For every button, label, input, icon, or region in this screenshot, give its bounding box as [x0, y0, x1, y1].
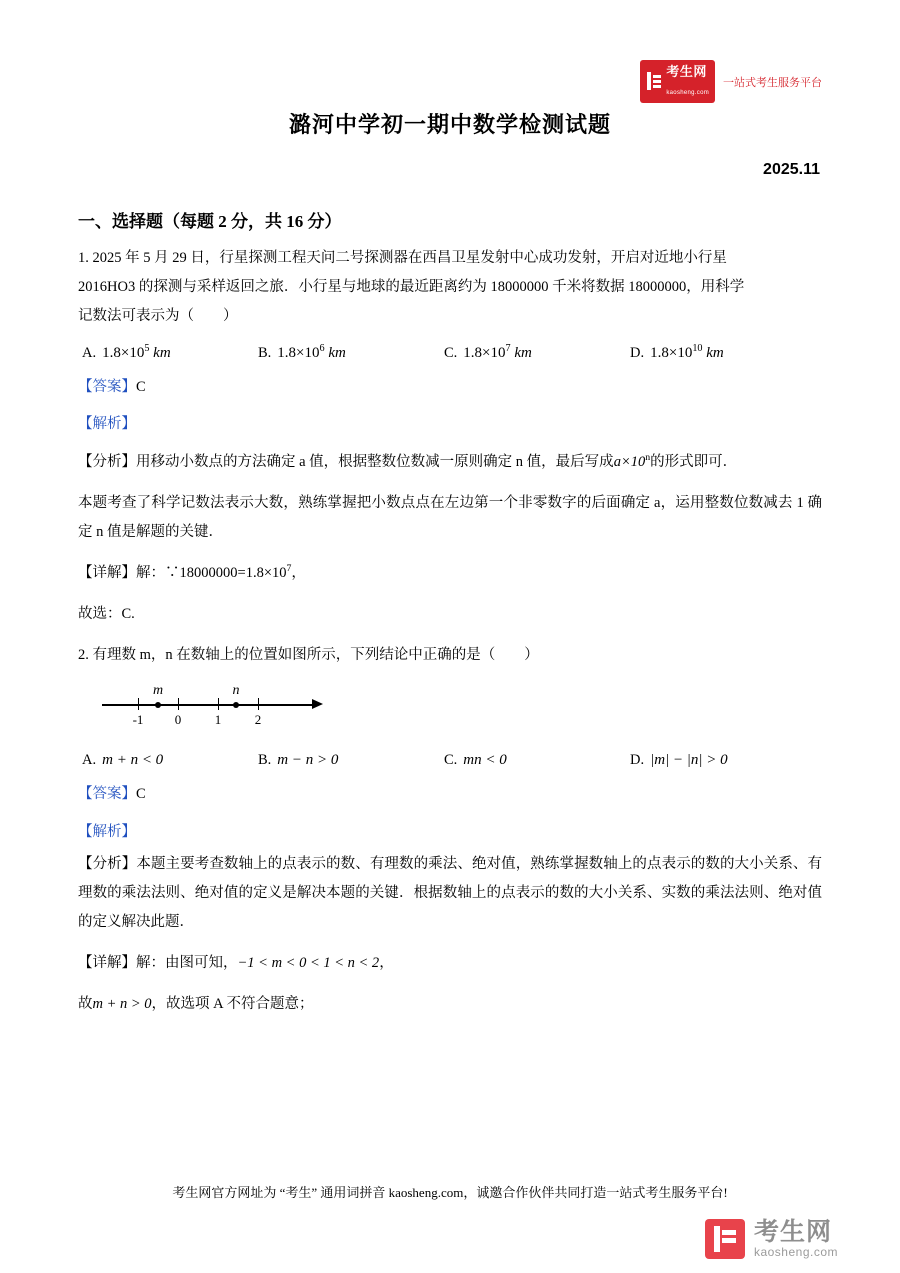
analysis-head: 【分析】 [78, 855, 137, 872]
conclusion-suffix: ，故选项 A 不符合题意； [151, 995, 314, 1012]
detail-formula-exp: 7 [286, 563, 292, 575]
question-2-analysis [78, 850, 822, 937]
detail-formula-right: 1.8×10 [245, 565, 287, 582]
number-line-axis [102, 704, 314, 705]
question-1-analysis-body: 本题考查了科学记数法表示大数，熟练掌握把小数点点在左边第一个非零数字的后面确定 a，运用整数位数减去 1 确定 n 值是解题的关键． [78, 495, 822, 541]
question-1-stem-line2: 2016HO3 的探测与采样返回之旅．小行星与地球的最近距离约为 18000000 千米将数据 18000000，用科学 [78, 279, 745, 295]
footer-watermark [705, 1219, 838, 1259]
brand-slogan: 一站式考生服务平台 [723, 76, 822, 89]
question-1-stem-line1: 1. 2025 年 5 月 29 日，行星探测工程天问二号探测器在西昌卫星发射中心成功发射，开启对近地小行星 [78, 250, 727, 266]
choice-b-label: B. [258, 345, 272, 361]
question-2-number-line-figure [102, 683, 382, 738]
choice-b[interactable] [258, 752, 444, 769]
detail-label: 【详解】 [78, 565, 136, 582]
watermark-subtext: kaosheng.com [753, 1245, 838, 1259]
question-1-analysis [78, 448, 822, 477]
kaosheng-k-icon [646, 72, 662, 90]
brand-logo-sub: kaosheng.com [666, 90, 709, 96]
choice-d-label: D. [630, 345, 645, 361]
conclusion-prefix: 故 [78, 995, 93, 1012]
answer-value: C [136, 786, 146, 803]
detail-text: 解：由图可知， [136, 954, 238, 971]
choice-c-expression: $1.8\times 10^7$ km [463, 343, 532, 361]
number-line-point-n [233, 702, 239, 708]
question-2-conclusion [78, 990, 822, 1019]
detail-text: 解：∵ [136, 565, 180, 582]
brand-logo [640, 60, 822, 103]
detail-formula-eq: = [237, 565, 246, 582]
question-2-detail [78, 949, 822, 978]
detail-comma: ， [291, 565, 306, 582]
kaosheng-watermark-icon [705, 1219, 745, 1259]
number-line-tick [258, 698, 259, 710]
document-date: 2025.11 [763, 161, 820, 178]
brand-logo-mark [640, 60, 715, 103]
choice-d[interactable] [630, 752, 810, 769]
question-2-answer [78, 783, 822, 806]
analysis-body: 本题主要考查数轴上的点表示的数、有理数的乘法、绝对值，熟练掌握数轴上的点表示的数的大小关系、有理数的乘法法则、绝对值的定义是解决本题的关键．根据数轴上的点表示的数的大小关系、实数的乘法法则、绝对值的定义解决此题． [78, 855, 823, 930]
choice-d[interactable] [630, 345, 810, 362]
footer-note: 考生网官方网址为 “考生” 通用词拼音 kaosheng.com，诚邀合作伙伴共同打造一站式考生服务平台! [172, 1185, 728, 1200]
choice-b-expression: $1.8\times 10^6$ km [277, 343, 346, 361]
question-1-stem [78, 244, 822, 331]
section-title: 一、选择题（每题 2 分，共 16 分） [78, 212, 342, 231]
choice-a[interactable] [78, 345, 258, 362]
choice-c-label: C. [444, 752, 458, 769]
question-1-conclusion: 故选：C. [78, 606, 135, 623]
question-1-analysis-label: 【解析】 [78, 416, 136, 433]
number-line-tick [218, 698, 219, 710]
number-line-point-m [155, 702, 161, 708]
question-1-answer [78, 376, 822, 399]
page-title: 潞河中学初一期中数学检测试题 [288, 112, 611, 137]
question-1-detail [78, 559, 822, 588]
watermark-text: 考生网 [753, 1217, 832, 1246]
analysis-formula-exp: n [645, 452, 651, 464]
choice-a[interactable] [78, 752, 258, 769]
number-line-arrow-icon [312, 699, 323, 709]
number-line-tick-label: -1 [132, 712, 144, 728]
number-line-tick [138, 698, 139, 710]
detail-formula-left: 18000000 [179, 565, 238, 582]
analysis-head: 【分析】 [78, 454, 136, 471]
choice-d-expression: $1.8\times 10^{10}$ km [650, 343, 724, 361]
detail-label: 【详解】 [78, 954, 136, 971]
choice-a-expression: m + n < 0 [102, 752, 164, 769]
question-2-stem: 2. 有理数 m，n 在数轴上的位置如图所示，下列结论中正确的是（ ） [78, 647, 539, 664]
choice-c[interactable] [444, 752, 630, 769]
choice-a-label: A. [82, 345, 97, 361]
detail-formula: −1 < m < 0 < 1 < n < 2 [237, 954, 380, 971]
choice-a-label: A. [82, 752, 97, 769]
question-1-choices [78, 345, 822, 362]
analysis-text-2: 的形式即可． [650, 454, 738, 471]
choice-c[interactable] [444, 345, 630, 362]
number-line-tick-label: 2 [254, 712, 262, 728]
answer-value: C [136, 379, 146, 395]
question-2-analysis-label: 【解析】 [78, 823, 136, 840]
choice-a-expression: $1.8\times 10^5$ km [102, 343, 171, 361]
analysis-formula: a×10 [613, 454, 646, 471]
conclusion-formula: m + n > 0 [92, 995, 152, 1012]
analysis-text-1: 用移动小数点的方法确定 a 值，根据整数位数减一原则确定 n 值，最后写成 [136, 454, 614, 471]
number-line-point-label-n: n [232, 683, 240, 699]
choice-d-expression: |m| − |n| > 0 [650, 752, 728, 769]
question-1-stem-line3: 记数法可表示为（ ） [78, 308, 238, 324]
number-line-tick-label: 0 [174, 712, 182, 728]
choice-c-expression: mn < 0 [463, 752, 507, 769]
answer-label: 【答案】 [78, 786, 136, 803]
choice-b[interactable] [258, 345, 444, 362]
detail-comma: ， [379, 954, 394, 971]
choice-c-label: C. [444, 345, 458, 361]
answer-label: 【答案】 [78, 379, 136, 395]
brand-logo-text: 考生网 [666, 64, 707, 79]
choice-d-label: D. [630, 752, 645, 769]
number-line-tick-label: 1 [214, 712, 222, 728]
number-line-point-label-m: m [152, 683, 164, 699]
choice-b-expression: m − n > 0 [277, 752, 339, 769]
choice-b-label: B. [258, 752, 272, 769]
question-2-choices [78, 752, 822, 769]
number-line-tick [178, 698, 179, 710]
